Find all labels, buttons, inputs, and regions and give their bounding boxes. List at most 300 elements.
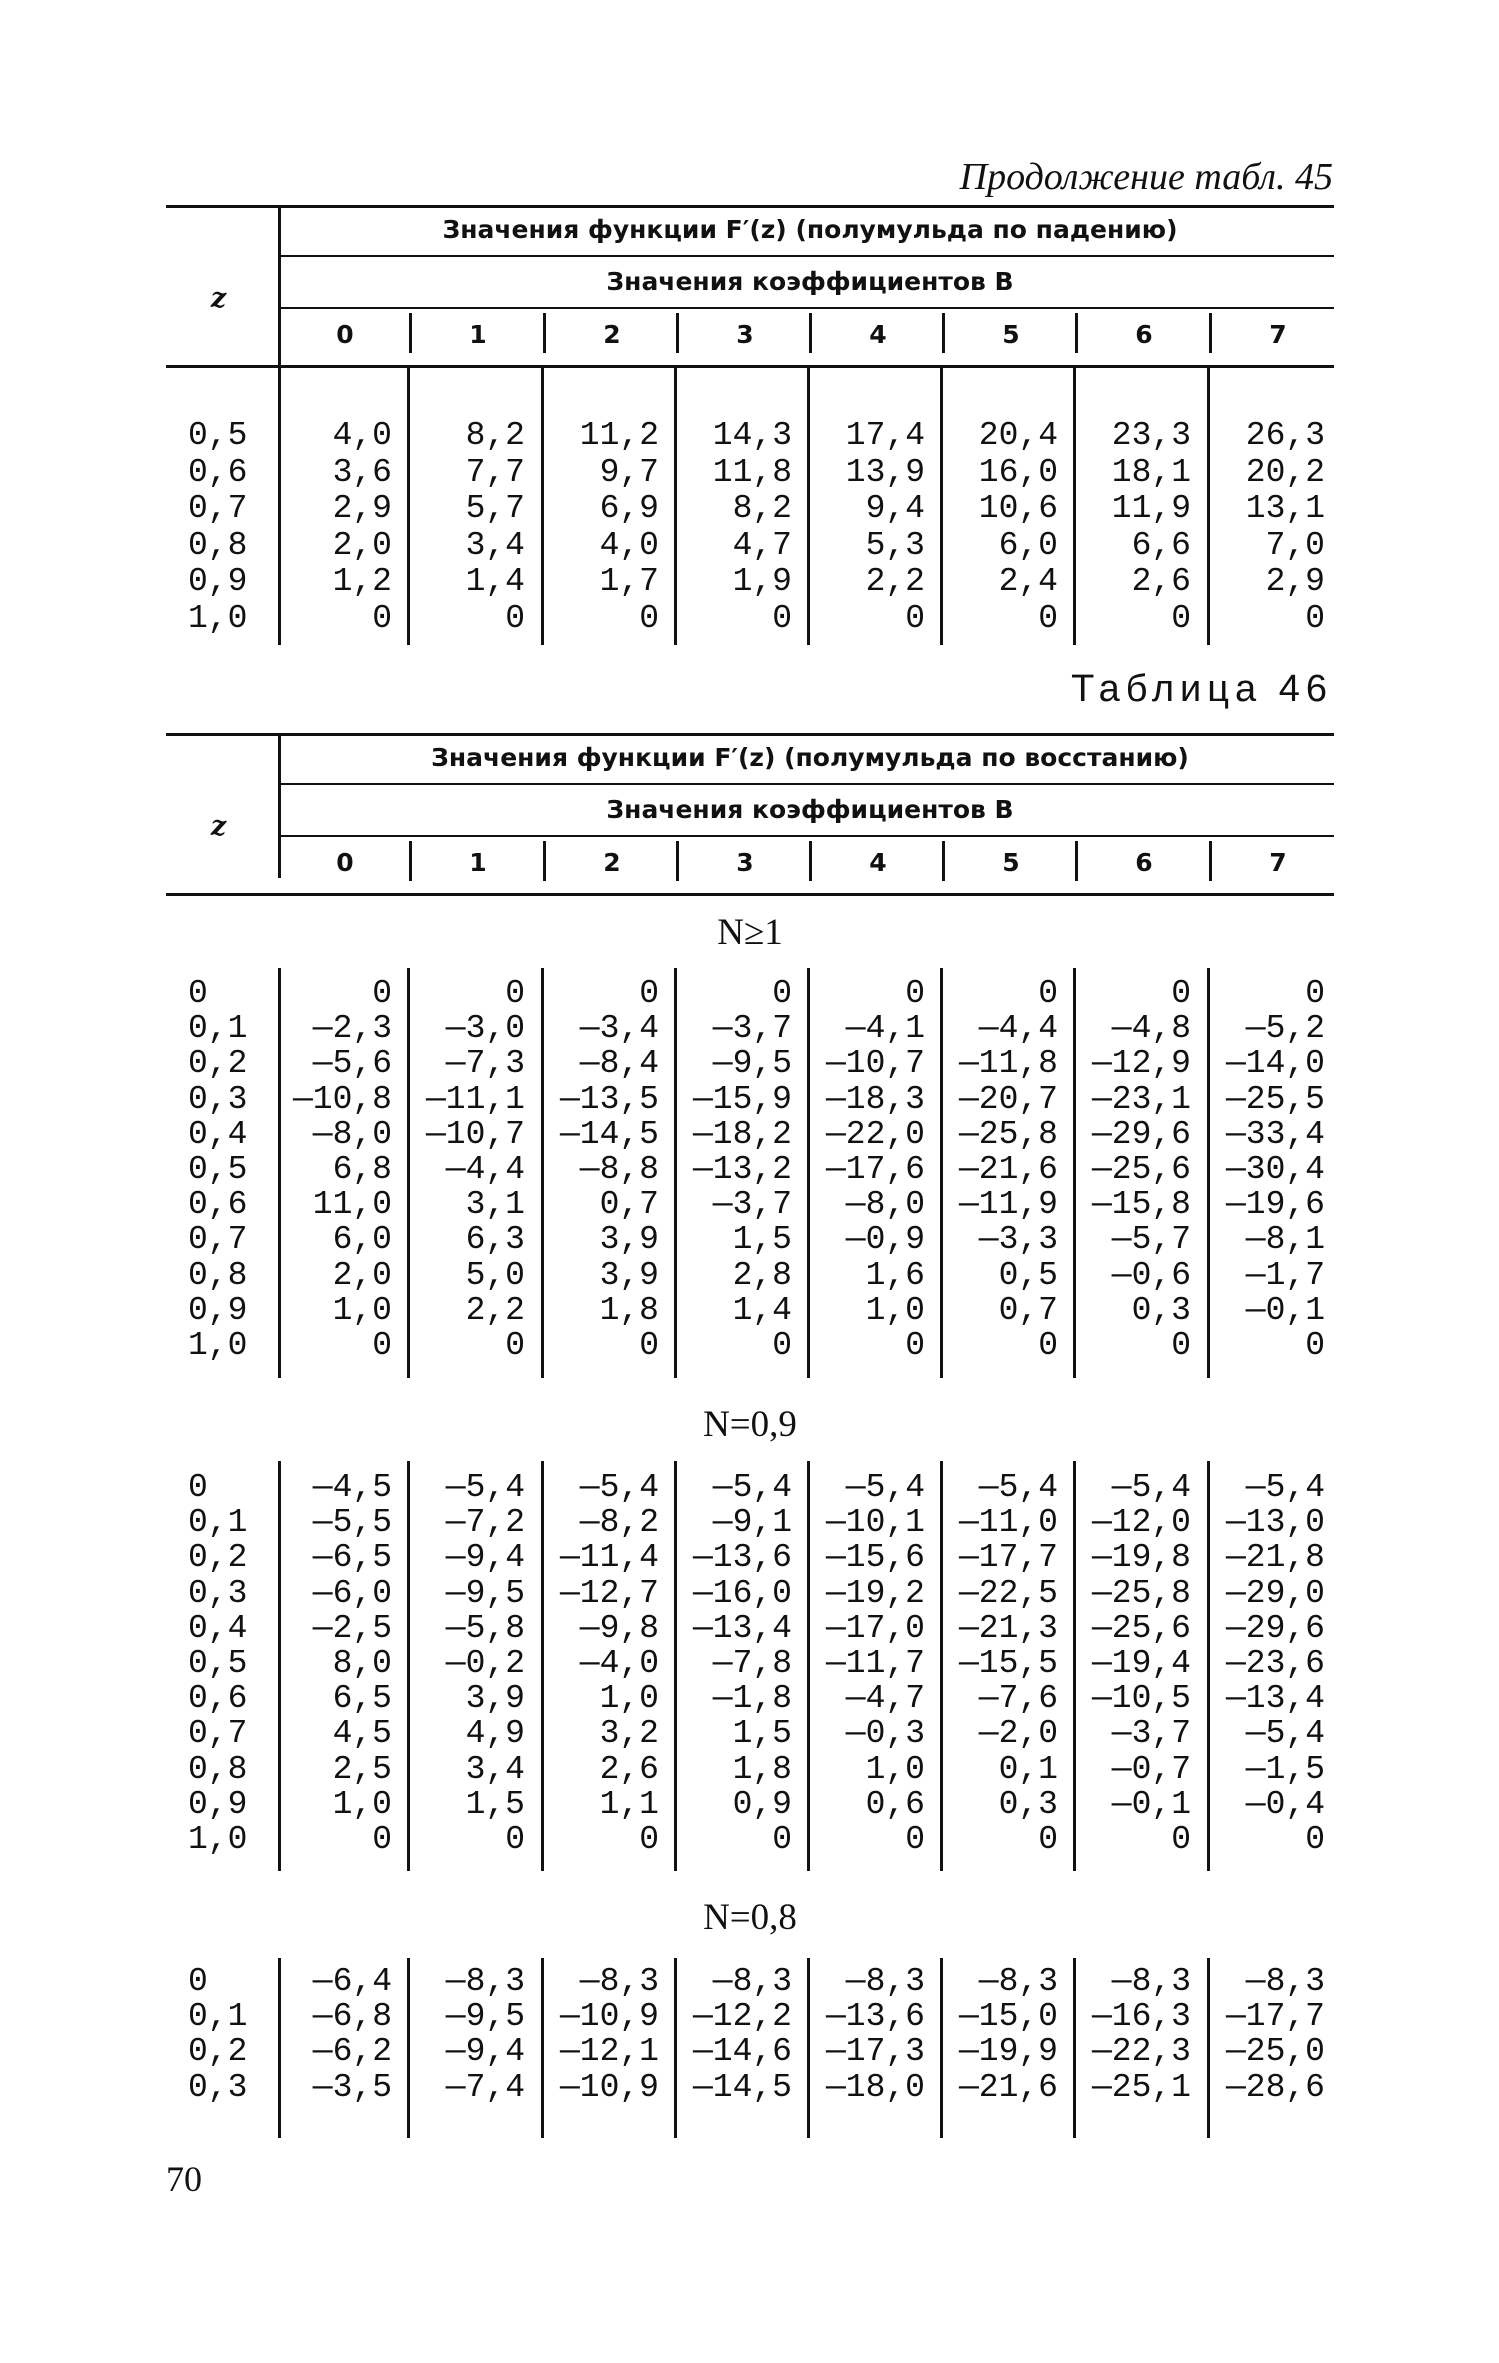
cell-value: —8,3 [445,1963,525,2000]
cell-value: 1,4 [465,563,525,600]
cell-value: —17,7 [958,1539,1058,1577]
table-row [166,1045,1334,1081]
cell-value: 0 [639,599,659,637]
cell-value: —33,4 [1225,1115,1325,1153]
header-rule-2 [278,835,1334,837]
table-row [166,1786,1334,1822]
cell-value: 0 [1305,975,1325,1012]
column-divider [541,968,544,1378]
table-row [166,454,1334,490]
cell-value: 3,2 [599,1715,659,1753]
section-label: N≥1 [717,912,783,953]
cell-value: 6,9 [599,490,659,527]
section-label: N=0,9 [703,1404,797,1445]
cell-value: —15,6 [825,1539,925,1577]
column-divider [407,968,410,1378]
cell-value: —14,5 [692,2068,792,2106]
cell-value: —5,4 [579,1469,659,1506]
z-value: 0,2 [188,1045,248,1083]
cell-value: 0 [372,1327,392,1364]
cell-value: 0 [505,1821,525,1858]
column-divider [940,1958,943,2138]
z-value: 0,1 [188,1010,248,1048]
cell-value: 16,0 [978,453,1058,491]
cell-value: —25,8 [1091,1574,1191,1612]
cell-value: 0,5 [998,1256,1058,1294]
cell-value: —3,7 [712,1186,792,1224]
table-row [166,1963,1334,1999]
cell-value: —15,5 [958,1645,1058,1682]
cell-value: 2,6 [599,1750,659,1788]
z-value: 0,4 [188,1115,248,1153]
cell-value: 3,9 [599,1256,659,1294]
cell-value: —12,9 [1091,1045,1191,1083]
cell-value: 3,4 [465,526,525,564]
cell-value: —19,4 [1091,1645,1191,1682]
column-divider [940,1461,943,1871]
function-header: Значения функции F′(z) (полумульда по падению) [442,215,1178,244]
table-row [166,1575,1334,1611]
cell-value: 2,0 [332,526,392,564]
cell-value: —12,2 [692,1998,792,2036]
column-number: 4 [869,848,887,877]
cell-value: —25,6 [1091,1151,1191,1188]
cell-value: —3,7 [712,1010,792,1048]
cell-value: 8,0 [332,1645,392,1682]
cell-value: —16,3 [1091,1998,1191,2036]
cell-value: 0 [1038,1821,1058,1858]
table-row [166,1680,1334,1716]
cell-value: —15,8 [1091,1186,1191,1224]
table-row [166,1645,1334,1681]
cell-value: —23,1 [1091,1080,1191,1118]
cell-value: 0 [1305,599,1325,637]
cell-value: —3,0 [445,1010,525,1048]
cell-value: —17,6 [825,1151,925,1188]
header-bottom-rule [166,365,1334,368]
cell-value: —9,1 [712,1504,792,1542]
cell-value: —11,4 [559,1539,659,1577]
z-value: 0,8 [188,1256,248,1294]
column-number: 2 [603,320,621,349]
table-row [166,417,1334,453]
cell-value: —9,5 [712,1045,792,1083]
column-divider [1073,365,1076,645]
table-row [166,1998,1334,2034]
z-value: 0,5 [188,1151,248,1188]
cell-value: —5,4 [978,1469,1058,1506]
cell-value: —5,4 [1245,1469,1325,1506]
column-divider [674,1461,677,1871]
cell-value: 0 [1038,599,1058,637]
cell-value: —14,6 [692,2033,792,2071]
cell-value: 4,9 [465,1715,525,1753]
cell-value: 0 [639,975,659,1012]
cell-value: 0,3 [998,1785,1058,1823]
cell-value: 11,0 [312,1186,392,1224]
cell-value: —9,4 [445,2033,525,2071]
cell-value: —19,2 [825,1574,925,1612]
z-column-label: z [210,283,227,314]
cell-value: 11,2 [579,417,659,454]
cell-value: 8,2 [465,417,525,454]
cell-value: 1,8 [732,1750,792,1788]
cell-value: 2,2 [865,563,925,600]
cell-value: 23,3 [1111,417,1191,454]
column-divider [407,1461,410,1871]
cell-value: 6,3 [465,1221,525,1259]
table-row [166,1010,1334,1046]
cell-value: —10,9 [559,2068,659,2106]
cell-value: 0,7 [599,1186,659,1224]
cell-value: 6,8 [332,1151,392,1188]
cell-value: —0,4 [1245,1785,1325,1823]
cell-value: —17,3 [825,2033,925,2071]
cell-value: —10,7 [825,1045,925,1083]
cell-value: —13,6 [825,1998,925,2036]
column-divider [940,365,943,645]
cell-value: —8,4 [579,1045,659,1083]
z-value: 0,6 [188,1680,248,1718]
cell-value: —7,8 [712,1645,792,1682]
table-top-rule [166,733,1334,736]
cell-value: —21,6 [958,2068,1058,2106]
cell-value: —4,0 [579,1645,659,1682]
table-row [166,1221,1334,1257]
z-value: 0,7 [188,1715,248,1753]
column-divider [541,1958,544,2138]
table-row [166,1116,1334,1152]
z-value: 0,7 [188,490,248,527]
cell-value: 14,3 [712,417,792,454]
column-number: 6 [1135,320,1153,349]
header-bottom-rule [166,893,1334,896]
table-row [166,600,1334,636]
cell-value: 0 [1305,1821,1325,1858]
cell-value: 0 [905,1821,925,1858]
column-divider [407,365,410,645]
cell-value: —5,4 [712,1469,792,1506]
z-value: 1,0 [188,1327,248,1364]
cell-value: —12,0 [1091,1504,1191,1542]
cell-value: —5,8 [445,1609,525,1647]
cell-value: 4,7 [732,526,792,564]
cell-value: —13,6 [692,1539,792,1577]
cell-value: —2,0 [978,1715,1058,1753]
cell-value: 4,5 [332,1715,392,1753]
column-header-divider [543,841,546,881]
column-header-divider [942,841,945,881]
cell-value: —3,7 [1111,1715,1191,1753]
cell-value: 9,4 [865,490,925,527]
cell-value: —8,8 [579,1151,659,1188]
cell-value: —21,6 [958,1151,1058,1188]
column-divider [940,968,943,1378]
cell-value: —0,1 [1111,1785,1191,1823]
cell-value: —22,5 [958,1574,1058,1612]
cell-value: 13,9 [845,453,925,491]
z-value: 1,0 [188,1821,248,1858]
cell-value: 2,8 [732,1256,792,1294]
coefficient-header: Значения коэффициентов B [606,795,1014,824]
cell-value: —5,6 [312,1045,392,1083]
cell-value: 26,3 [1245,417,1325,454]
cell-value: 0 [772,599,792,637]
table-row [166,1469,1334,1505]
cell-value: —4,1 [845,1010,925,1048]
cell-value: 3,9 [465,1680,525,1718]
cell-value: —23,6 [1225,1645,1325,1682]
z-value: 0 [188,1963,208,2000]
cell-value: —11,0 [958,1504,1058,1542]
column-header-divider [409,841,412,881]
table-row [166,975,1334,1011]
cell-value: 2,5 [332,1750,392,1788]
cell-value: 0 [505,599,525,637]
cell-value: 0,9 [732,1785,792,1823]
column-divider [674,968,677,1378]
column-header-divider [1209,841,1212,881]
cell-value: —8,3 [1245,1963,1325,2000]
cell-value: —5,4 [445,1469,525,1506]
cell-value: 1,5 [465,1785,525,1823]
cell-value: —8,3 [978,1963,1058,2000]
cell-value: —13,2 [692,1151,792,1188]
column-number: 6 [1135,848,1153,877]
cell-value: 0 [639,1821,659,1858]
z-value: 0,3 [188,2068,248,2106]
cell-value: 6,0 [998,526,1058,564]
cell-value: 20,4 [978,417,1058,454]
table-row [166,2069,1334,2105]
column-divider [541,365,544,645]
cell-value: —19,9 [958,2033,1058,2071]
cell-value: —2,3 [312,1010,392,1048]
cell-value: 1,1 [599,1785,659,1823]
cell-value: —13,0 [1225,1504,1325,1542]
table-row [166,1610,1334,1646]
cell-value: —13,4 [1225,1680,1325,1718]
z-value: 0,4 [188,1609,248,1647]
cell-value: —11,1 [425,1080,525,1118]
cell-value: 2,2 [465,1291,525,1329]
cell-value: —5,2 [1245,1010,1325,1048]
column-header-divider [676,313,679,353]
cell-value: 8,2 [732,490,792,527]
cell-value: 0 [772,1821,792,1858]
cell-value: —20,7 [958,1080,1058,1118]
cell-value: —29,6 [1225,1609,1325,1647]
cell-value: —8,3 [579,1963,659,2000]
column-header-divider [1075,841,1078,881]
cell-value: —8,3 [845,1963,925,2000]
cell-value: 0 [639,1327,659,1364]
cell-value: 1,4 [732,1291,792,1329]
cell-value: —25,6 [1091,1609,1191,1647]
cell-value: —10,1 [825,1504,925,1542]
cell-value: —28,6 [1225,2068,1325,2106]
cell-value: 1,0 [599,1680,659,1718]
cell-value: 0 [772,1327,792,1364]
cell-value: —9,4 [445,1539,525,1577]
cell-value: —3,5 [312,2068,392,2106]
cell-value: —18,0 [825,2068,925,2106]
cell-value: —1,7 [1245,1256,1325,1294]
table-45 [166,205,1334,645]
cell-value: 1,5 [732,1715,792,1753]
column-header-divider [543,313,546,353]
cell-value: —30,4 [1225,1151,1325,1188]
cell-value: 4,0 [599,526,659,564]
cell-value: 7,7 [465,453,525,491]
column-number: 1 [469,848,487,877]
cell-value: —10,7 [425,1115,525,1153]
table-row [166,1257,1334,1293]
column-divider [1207,968,1210,1378]
z-value: 0,6 [188,453,248,491]
cell-value: —6,2 [312,2033,392,2071]
z-column-label: z [210,811,227,842]
cell-value: —8,3 [712,1963,792,2000]
cell-value: 3,9 [599,1221,659,1259]
cell-value: —9,5 [445,1998,525,2036]
cell-value: —4,4 [445,1151,525,1188]
table-row [166,1504,1334,1540]
cell-value: —6,5 [312,1539,392,1577]
column-divider [807,1461,810,1871]
cell-value: 0 [905,599,925,637]
cell-value: —1,8 [712,1680,792,1718]
cell-value: 3,1 [465,1186,525,1224]
table-row [166,1151,1334,1187]
cell-value: 4,0 [332,417,392,454]
cell-value: —3,4 [579,1010,659,1048]
cell-value: —11,8 [958,1045,1058,1083]
table-top-rule [166,205,1334,208]
cell-value: —16,0 [692,1574,792,1612]
cell-value: —7,3 [445,1045,525,1083]
column-divider [541,1461,544,1871]
cell-value: —12,7 [559,1574,659,1612]
cell-value: —25,1 [1091,2068,1191,2106]
cell-value: —5,4 [1245,1715,1325,1753]
column-header-divider [1209,313,1212,353]
z-value: 0,3 [188,1574,248,1612]
column-number: 7 [1269,848,1287,877]
cell-value: —19,8 [1091,1539,1191,1577]
cell-value: —15,9 [692,1080,792,1118]
cell-value: —14,5 [559,1115,659,1153]
table-row [166,1751,1334,1787]
cell-value: —21,8 [1225,1539,1325,1577]
column-divider [1073,1461,1076,1871]
cell-value: 0,1 [998,1750,1058,1788]
page-number: 70 [166,2159,202,2199]
cell-value: 3,6 [332,453,392,491]
column-divider [1207,1461,1210,1871]
table-row [166,1081,1334,1117]
column-number: 0 [336,848,354,877]
cell-value: 2,0 [332,1256,392,1294]
z-value: 0,1 [188,1998,248,2036]
column-divider [1073,968,1076,1378]
cell-value: 1,0 [865,1291,925,1329]
column-divider [674,365,677,645]
cell-value: —5,4 [845,1469,925,1506]
section-label: N=0,8 [703,1897,797,1938]
cell-value: 0 [905,975,925,1012]
table-row [166,490,1334,526]
cell-value: 6,6 [1131,526,1191,564]
cell-value: —4,7 [845,1680,925,1718]
cell-value: 1,6 [865,1256,925,1294]
cell-value: 2,9 [332,490,392,527]
cell-value: 0 [372,975,392,1012]
column-divider [807,968,810,1378]
cell-value: —25,5 [1225,1080,1325,1118]
column-divider [1073,1958,1076,2138]
z-value: 0 [188,975,208,1012]
column-number: 4 [869,320,887,349]
column-divider [407,1958,410,2138]
cell-value: 1,8 [599,1291,659,1329]
cell-value: 6,0 [332,1221,392,1259]
cell-value: —17,7 [1225,1998,1325,2036]
cell-value: —22,3 [1091,2033,1191,2071]
cell-value: —9,8 [579,1609,659,1647]
cell-value: 0 [1038,975,1058,1012]
cell-value: —8,1 [1245,1221,1325,1259]
column-number: 5 [1002,848,1020,877]
cell-value: 0 [1171,1821,1191,1858]
cell-value: 13,1 [1245,490,1325,527]
cell-value: —6,4 [312,1963,392,2000]
cell-value: 2,6 [1131,563,1191,600]
cell-value: —10,9 [559,1998,659,2036]
cell-value: 3,4 [465,1750,525,1788]
cell-value: —5,7 [1111,1221,1191,1259]
table-row [166,1821,1334,1857]
column-header-divider [409,313,412,353]
cell-value: —5,5 [312,1504,392,1542]
z-value: 0,8 [188,1750,248,1788]
cell-value: 5,0 [465,1256,525,1294]
cell-value: —0,1 [1245,1291,1325,1329]
cell-value: 1,0 [332,1785,392,1823]
cell-value: 5,3 [865,526,925,564]
cell-value: 18,1 [1111,453,1191,491]
cell-value: 7,0 [1265,526,1325,564]
cell-value: —10,5 [1091,1680,1191,1718]
cell-value: —25,8 [958,1115,1058,1153]
cell-value: 0 [772,975,792,1012]
column-number: 1 [469,320,487,349]
cell-value: 0,7 [998,1291,1058,1329]
column-divider [807,365,810,645]
cell-value: —0,7 [1111,1750,1191,1788]
cell-value: 0 [1171,599,1191,637]
cell-value: —18,2 [692,1115,792,1153]
table-row [166,1186,1334,1222]
cell-value: 20,2 [1245,453,1325,491]
z-value: 0,3 [188,1080,248,1118]
cell-value: —8,2 [579,1504,659,1542]
cell-value: —0,3 [845,1715,925,1753]
cell-value: —5,4 [1111,1469,1191,1506]
cell-value: 0 [1171,975,1191,1012]
z-value: 0 [188,1469,208,1506]
cell-value: —0,6 [1111,1256,1191,1294]
